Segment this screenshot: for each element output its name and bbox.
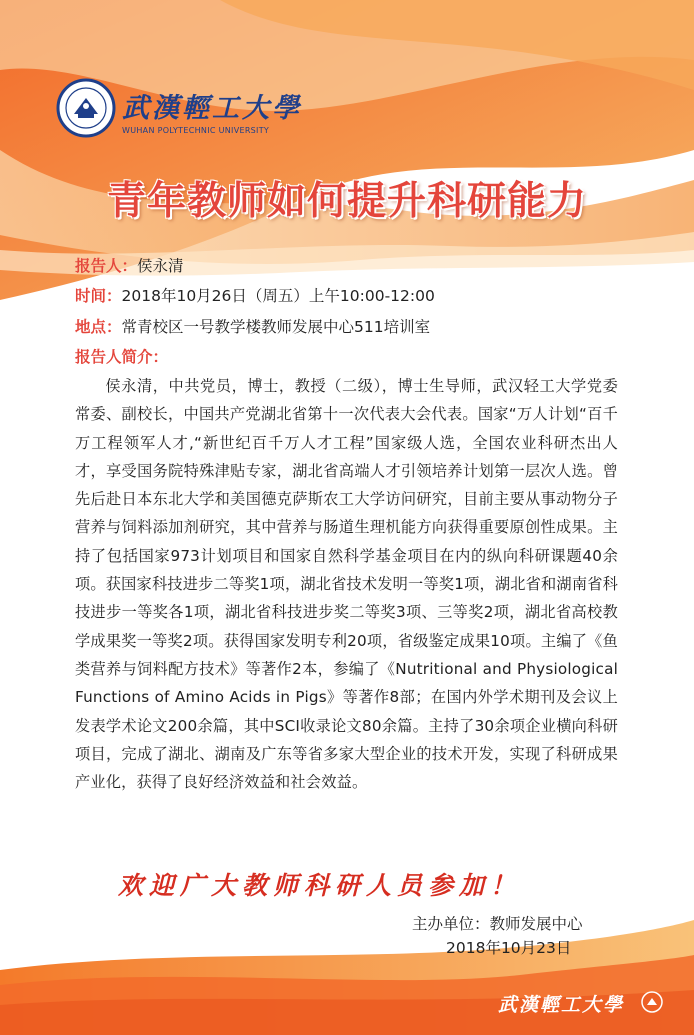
reporter-value: 侯永清 [137,257,184,275]
university-name-en: WUHAN POLYTECHNIC UNIVERSITY [122,126,270,135]
place-label: 地点： [75,318,122,336]
university-name-cn: 武漢輕工大學 [122,93,302,124]
university-seal-logo [56,78,116,138]
time-line [75,284,435,306]
time-value: 2018年10月26日（周五）上午10:00-12:00 [121,287,435,305]
organizer: 主办单位：教师发展中心 [412,915,583,933]
profile-label: 报告人简介： [75,348,169,366]
welcome-slogan: 欢迎广大教师科研人员参加！ [118,871,522,900]
poster-title: 青年教师如何提升科研能力 [106,179,587,224]
profile-heading [75,345,168,367]
reporter-label: 报告人： [75,257,138,275]
speaker-biography: 侯永清，中共党员，博士，教授（二级），博士生导师，武汉轻工大学党委常委、副校长，中国共产党湖北省第十一次代表大会代表。国家“万人计划“百千万工程领军人才,“新世纪百千万人才工程”国家级人选，全国农业科研杰出人才，享受国务院特殊津贴专家，湖北省高端人才引领培养计划第一层次人选。曾先后赴日本东北大学和美国德克萨斯农工大学访问研究，目前主要从事动物分子营养与饲料添加剂研究，其中营养与肠道生理机能方向获得重要原创性成果。主持了包括国家973计划项目和国家自然科学基金项目在内的纵向科研课题40余项。获国家科技进步二等奖1项，湖北省技术发明一等奖1项，湖北省和湖南省科技进步一等奖各1项，湖北省科技进步奖二等奖3项、三等奖2项，湖北省高校教学成果奖一等奖2项。获得国家发明专利20项，省级鉴定成果10项。主编了《鱼类营养与饲料配方技术》等著作2本，参编了《Nutritional and Physiological Functions of Amino Acids in Pigs》等著作8部；在国内外学术期刊及会议上发表学术论文200余篇，其中SCI收录论文80余篇。主持了30余项企业横向科研项目，完成了湖北、湖南及广东等省多家大型企业的技术开发，实现了科研成果产业化，获得了良好经济效益和社会效益。 [75,377,618,792]
time-label: 时间： [75,287,122,305]
reporter-line [75,254,184,276]
place-value: 常青校区一号教学楼教师发展中心511培训室 [121,318,431,336]
place-line [75,315,430,337]
footer-university-name: 武漢輕工大學 [498,994,625,1016]
issue-date: 2018年10月23日 [446,939,572,957]
footer-seal-icon [640,990,664,1014]
